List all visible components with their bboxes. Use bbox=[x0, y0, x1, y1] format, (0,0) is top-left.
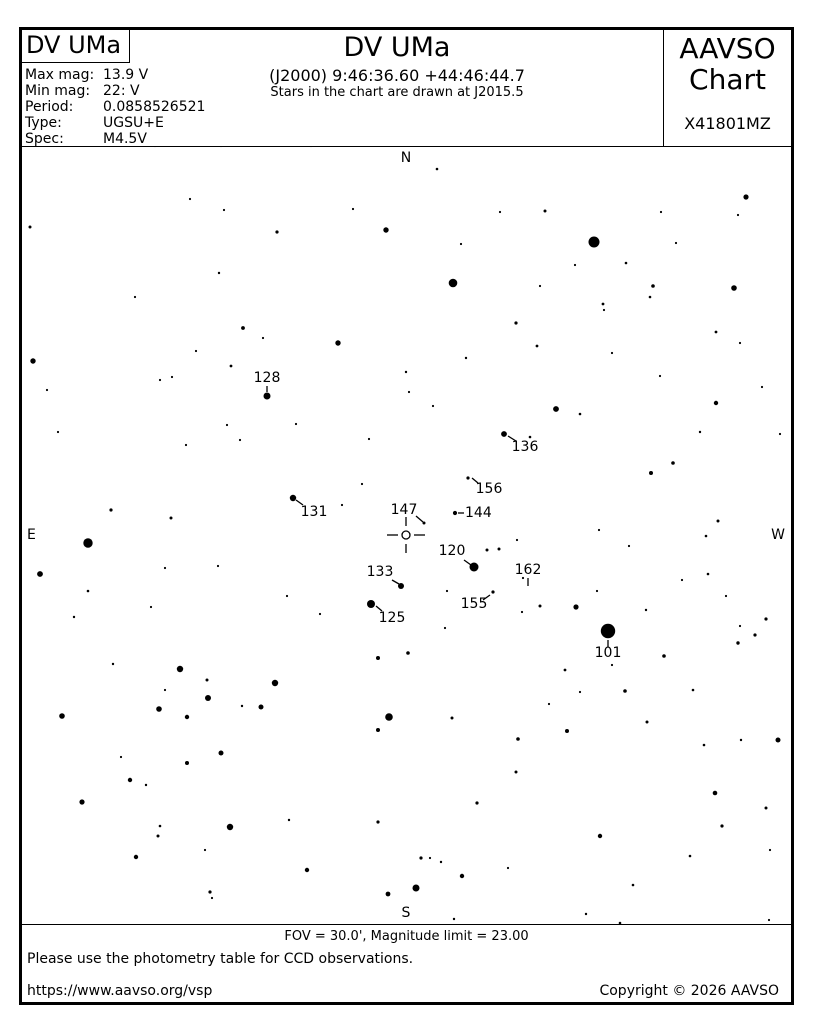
vsp-link[interactable]: https://www.aavso.org/vsp bbox=[27, 983, 213, 999]
field-star bbox=[564, 669, 567, 672]
field-star bbox=[413, 885, 420, 892]
field-star bbox=[206, 679, 209, 682]
field-star bbox=[241, 326, 245, 330]
field-star bbox=[769, 849, 771, 851]
min-mag-label: Min mag: bbox=[25, 83, 91, 99]
field-star bbox=[651, 284, 655, 288]
field-star bbox=[548, 703, 550, 705]
field-star bbox=[544, 210, 547, 213]
field-star bbox=[466, 476, 469, 479]
field-star bbox=[429, 857, 431, 859]
field-star bbox=[453, 918, 455, 920]
field-star bbox=[451, 717, 454, 720]
field-star bbox=[288, 819, 290, 821]
chart-id: X41801MZ bbox=[684, 114, 771, 133]
field-star bbox=[436, 168, 439, 171]
field-star bbox=[444, 627, 446, 629]
field-star bbox=[574, 264, 576, 266]
field-star bbox=[376, 820, 379, 823]
field-star bbox=[539, 605, 542, 608]
comparison-star-label: 131 bbox=[300, 504, 328, 520]
field-star bbox=[521, 611, 523, 613]
field-star bbox=[662, 654, 666, 658]
field-star bbox=[164, 689, 166, 691]
spec-label: Spec: bbox=[25, 131, 64, 147]
comparison-star-label: 125 bbox=[378, 610, 406, 626]
field-star bbox=[241, 705, 243, 707]
field-star bbox=[573, 604, 578, 609]
comparison-leader-line bbox=[464, 560, 471, 565]
spec-value: M4.5V bbox=[103, 131, 147, 147]
field-star bbox=[432, 405, 434, 407]
field-star bbox=[645, 609, 647, 611]
field-star bbox=[335, 340, 340, 345]
field-star bbox=[177, 666, 183, 672]
field-star bbox=[406, 651, 410, 655]
field-star bbox=[361, 483, 363, 485]
field-star bbox=[623, 689, 627, 693]
field-star bbox=[239, 439, 241, 441]
field-star bbox=[692, 689, 695, 692]
field-star bbox=[498, 548, 501, 551]
comparison-star-label: 101 bbox=[594, 645, 622, 661]
field-star bbox=[204, 849, 206, 851]
field-star bbox=[226, 424, 228, 426]
field-star bbox=[449, 279, 458, 288]
field-star bbox=[501, 431, 507, 437]
period-label: Period: bbox=[25, 99, 74, 115]
field-star bbox=[689, 855, 692, 858]
field-star bbox=[352, 208, 354, 210]
field-star bbox=[159, 379, 161, 381]
field-star bbox=[460, 874, 464, 878]
field-star bbox=[109, 508, 112, 511]
field-star bbox=[737, 214, 739, 216]
field-star bbox=[386, 892, 391, 897]
field-star bbox=[714, 401, 718, 405]
field-star bbox=[37, 571, 43, 577]
target-circle bbox=[402, 531, 410, 539]
field-star bbox=[603, 309, 605, 311]
field-star bbox=[761, 386, 763, 388]
field-star bbox=[539, 285, 541, 287]
period-value: 0.0858526521 bbox=[103, 99, 206, 115]
field-star bbox=[753, 633, 756, 636]
field-star bbox=[145, 784, 147, 786]
comparison-leader-line bbox=[392, 580, 399, 584]
field-star bbox=[765, 807, 768, 810]
comparison-star-label: 133 bbox=[366, 564, 394, 580]
field-star bbox=[486, 549, 489, 552]
comparison-star-label: 128 bbox=[253, 370, 281, 386]
epoch-note: Stars in the chart are drawn at J2015.5 bbox=[270, 85, 524, 100]
field-star bbox=[628, 545, 630, 547]
comparison-star-label: 155 bbox=[460, 596, 488, 612]
field-star bbox=[715, 331, 718, 334]
field-star bbox=[156, 706, 162, 712]
target-marker bbox=[387, 517, 425, 553]
field-star bbox=[625, 262, 628, 265]
field-star bbox=[405, 371, 407, 373]
field-star bbox=[553, 406, 559, 412]
field-star bbox=[227, 824, 233, 830]
field-star bbox=[385, 713, 393, 721]
star-field-svg bbox=[22, 146, 791, 924]
field-star bbox=[367, 600, 375, 608]
field-star bbox=[134, 296, 136, 298]
field-star bbox=[779, 433, 781, 435]
west-label: W bbox=[771, 527, 785, 543]
field-star bbox=[218, 272, 220, 274]
field-star bbox=[602, 303, 605, 306]
chart-word: Chart bbox=[689, 63, 766, 96]
comparison-star-label: 156 bbox=[475, 481, 503, 497]
field-star bbox=[368, 438, 370, 440]
field-star bbox=[30, 358, 35, 363]
field-star bbox=[565, 729, 569, 733]
field-star bbox=[134, 855, 138, 859]
field-star bbox=[408, 391, 410, 393]
star-field bbox=[22, 146, 791, 924]
min-mag-value: 22: V bbox=[103, 83, 140, 99]
field-star bbox=[659, 375, 661, 377]
field-star bbox=[705, 535, 708, 538]
field-star bbox=[79, 799, 84, 804]
field-star bbox=[675, 242, 677, 244]
field-star bbox=[112, 663, 114, 665]
field-star bbox=[703, 744, 706, 747]
field-star bbox=[170, 517, 173, 520]
field-star bbox=[262, 337, 264, 339]
field-star bbox=[465, 357, 467, 359]
field-star bbox=[341, 504, 343, 506]
comparison-star-label: 147 bbox=[390, 502, 418, 518]
field-star bbox=[646, 721, 649, 724]
field-star bbox=[286, 595, 288, 597]
field-star bbox=[440, 861, 442, 863]
field-star bbox=[157, 835, 160, 838]
field-star bbox=[649, 296, 652, 299]
field-star bbox=[598, 834, 602, 838]
field-star bbox=[171, 376, 173, 378]
field-star bbox=[272, 680, 278, 686]
field-star bbox=[128, 778, 132, 782]
field-star bbox=[419, 856, 422, 859]
comparison-star-label: 136 bbox=[511, 439, 539, 455]
field-star bbox=[499, 211, 501, 213]
field-star bbox=[632, 884, 635, 887]
field-star bbox=[220, 146, 222, 147]
field-star bbox=[219, 751, 224, 756]
field-star bbox=[223, 209, 225, 211]
field-star bbox=[720, 824, 723, 827]
field-star bbox=[230, 365, 233, 368]
type-label: Type: bbox=[25, 115, 62, 131]
chart-title: DV UMa bbox=[343, 32, 451, 63]
field-star bbox=[189, 198, 191, 200]
field-star bbox=[295, 423, 297, 425]
field-star bbox=[596, 590, 598, 592]
field-star bbox=[516, 737, 520, 741]
chart-header bbox=[22, 30, 791, 147]
field-star bbox=[717, 520, 720, 523]
max-mag-label: Max mag: bbox=[25, 67, 95, 83]
field-star bbox=[57, 431, 59, 433]
org-name: AAVSO bbox=[679, 32, 776, 65]
field-star bbox=[611, 352, 613, 354]
field-star bbox=[649, 471, 653, 475]
field-star bbox=[383, 227, 388, 232]
field-star bbox=[275, 230, 278, 233]
field-star bbox=[598, 529, 600, 531]
field-star bbox=[589, 237, 600, 248]
chart-footer bbox=[22, 924, 791, 1003]
comparison-star-label: 120 bbox=[438, 543, 466, 559]
field-star bbox=[681, 579, 683, 581]
field-star bbox=[154, 146, 156, 147]
field-star bbox=[515, 771, 518, 774]
field-star bbox=[73, 616, 75, 618]
field-star bbox=[585, 913, 587, 915]
field-star bbox=[217, 565, 219, 567]
field-star bbox=[507, 867, 509, 869]
field-star bbox=[46, 389, 48, 391]
field-star bbox=[764, 617, 767, 620]
comparison-star-label: 144 bbox=[465, 505, 492, 521]
star-name-box: DV UMa bbox=[22, 30, 130, 63]
field-star bbox=[743, 194, 748, 199]
field-star bbox=[707, 573, 710, 576]
field-star bbox=[305, 868, 309, 872]
south-label: S bbox=[401, 905, 411, 921]
field-star bbox=[29, 226, 32, 229]
field-star bbox=[208, 890, 211, 893]
field-star bbox=[150, 606, 152, 608]
field-star bbox=[516, 539, 518, 541]
field-star bbox=[740, 739, 742, 741]
field-star bbox=[699, 431, 701, 433]
field-star bbox=[579, 691, 581, 693]
east-label: E bbox=[27, 527, 36, 543]
comparison-star-label: 162 bbox=[514, 562, 542, 578]
field-star bbox=[713, 791, 718, 796]
field-star bbox=[579, 413, 582, 416]
field-star bbox=[671, 461, 675, 465]
north-label: N bbox=[400, 150, 412, 166]
field-star bbox=[776, 738, 781, 743]
field-star bbox=[185, 761, 189, 765]
field-star bbox=[185, 444, 187, 446]
field-star bbox=[195, 350, 197, 352]
field-star bbox=[185, 715, 189, 719]
type-value: UGSU+E bbox=[103, 115, 164, 131]
field-star bbox=[470, 563, 479, 572]
field-star bbox=[739, 625, 741, 627]
field-star bbox=[475, 801, 478, 804]
field-star bbox=[59, 713, 65, 719]
coordinates: (J2000) 9:46:36.60 +44:46:44.7 bbox=[269, 66, 525, 85]
field-star bbox=[205, 695, 211, 701]
field-star bbox=[725, 595, 727, 597]
field-star bbox=[491, 590, 494, 593]
field-star bbox=[536, 345, 539, 348]
comparison-labels-layer bbox=[254, 370, 622, 661]
field-star bbox=[514, 321, 517, 324]
stars-layer bbox=[29, 146, 782, 924]
field-star bbox=[611, 664, 613, 666]
copyright: Copyright © 2026 AAVSO bbox=[599, 983, 779, 999]
field-star bbox=[529, 436, 532, 439]
photometry-note: Please use the photometry table for CCD observations. bbox=[27, 951, 414, 967]
max-mag-value: 13.9 V bbox=[103, 67, 149, 83]
field-star bbox=[731, 285, 737, 291]
aavso-chart-box bbox=[663, 30, 791, 146]
field-star bbox=[736, 641, 739, 644]
field-star bbox=[211, 897, 213, 899]
field-star bbox=[310, 146, 312, 147]
field-star bbox=[460, 243, 462, 245]
field-star bbox=[83, 538, 92, 547]
field-star bbox=[259, 705, 264, 710]
field-star bbox=[164, 567, 166, 569]
field-star bbox=[319, 613, 321, 615]
field-star bbox=[453, 511, 457, 515]
field-star bbox=[264, 393, 271, 400]
field-star bbox=[376, 656, 380, 660]
field-star bbox=[446, 590, 448, 592]
field-star bbox=[290, 495, 296, 501]
field-star bbox=[376, 728, 380, 732]
field-star bbox=[768, 919, 770, 921]
fov-info: FOV = 30.0', Magnitude limit = 23.00 bbox=[284, 929, 529, 944]
field-star bbox=[120, 756, 122, 758]
field-star bbox=[159, 825, 162, 828]
field-star bbox=[739, 342, 741, 344]
field-star bbox=[660, 211, 662, 213]
field-star bbox=[87, 590, 90, 593]
field-star bbox=[601, 624, 615, 638]
